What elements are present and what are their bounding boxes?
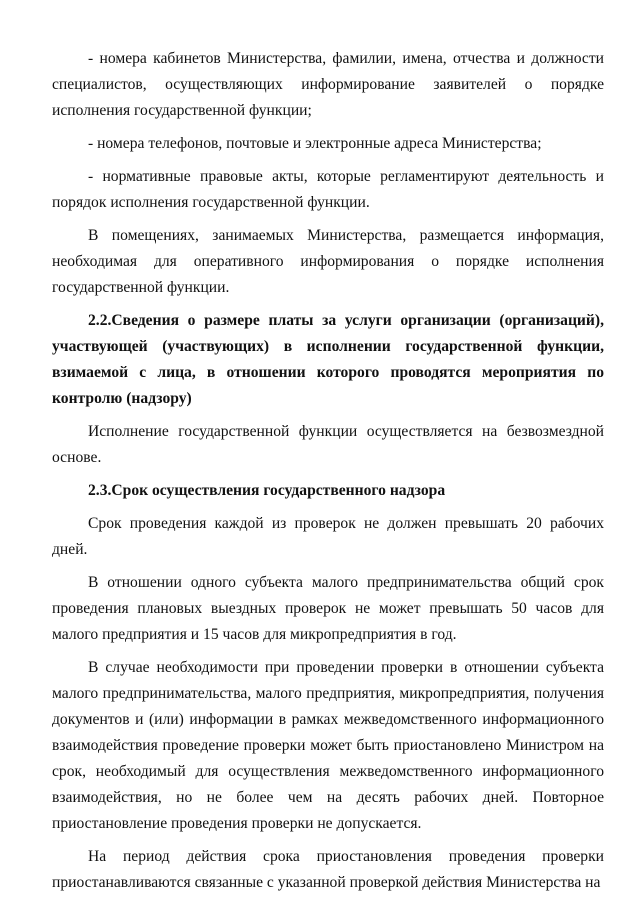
paragraph-free-of-charge: Исполнение государственной функции осуществляется на безвозмездной основе. [52,423,604,466]
paragraph-premises-info: В помещениях, занимаемых Министерства, размещается информация, необходимая для оперативного информирования о порядке исполнения государственной функции. [52,227,604,296]
list-item-cabinets: - номера кабинетов Министерства, фамилии, имена, отчества и должности специалистов, осуществляющих информирование заявителей о порядке исполнения государственной функции; [52,50,604,119]
paragraph-suspension-period: На период действия срока приостановления проведения проверки приостанавливаются связанные с указанной проверкой действия Министерства на [52,848,604,891]
section-heading-2-3: 2.3.Срок осуществления государственного надзора [88,482,446,499]
list-item-legal-acts: - нормативные правовые акты, которые регламентируют деятельность и порядок исполнения государственной функции. [52,168,604,211]
section-heading-2-2: 2.2.Сведения о размере платы за услуги организации (организаций), участвующей (участвующих) в исполнении государственной функции, взимаемой с лица, в отношении которого проводятся мероприятия по контролю (надзору) [52,312,604,407]
paragraph-inspection-term: Срок проведения каждой из проверок не должен превышать 20 рабочих дней. [52,515,604,558]
paragraph-suspension: В случае необходимости при проведении проверки в отношении субъекта малого предпринимательства, малого предприятия, микропредприятия, получения документов и (или) информации в рамках межведомственного информационного взаимодействия проведение проверки может быть приостановлено Министром на срок, необходимый для осуществления межведомственного информационного взаимодействия, но не более чем на десять рабочих дней. Повторное приостановление проведения проверки не допускается. [52,659,604,832]
list-item-phones: - номера телефонов, почтовые и электронные адреса Министерства; [88,135,542,152]
paragraph-small-business-term: В отношении одного субъекта малого предпринимательства общий срок проведения плановых выездных проверок не может превышать 50 часов для малого предприятия и 15 часов для микропредприятия в год. [52,574,604,643]
